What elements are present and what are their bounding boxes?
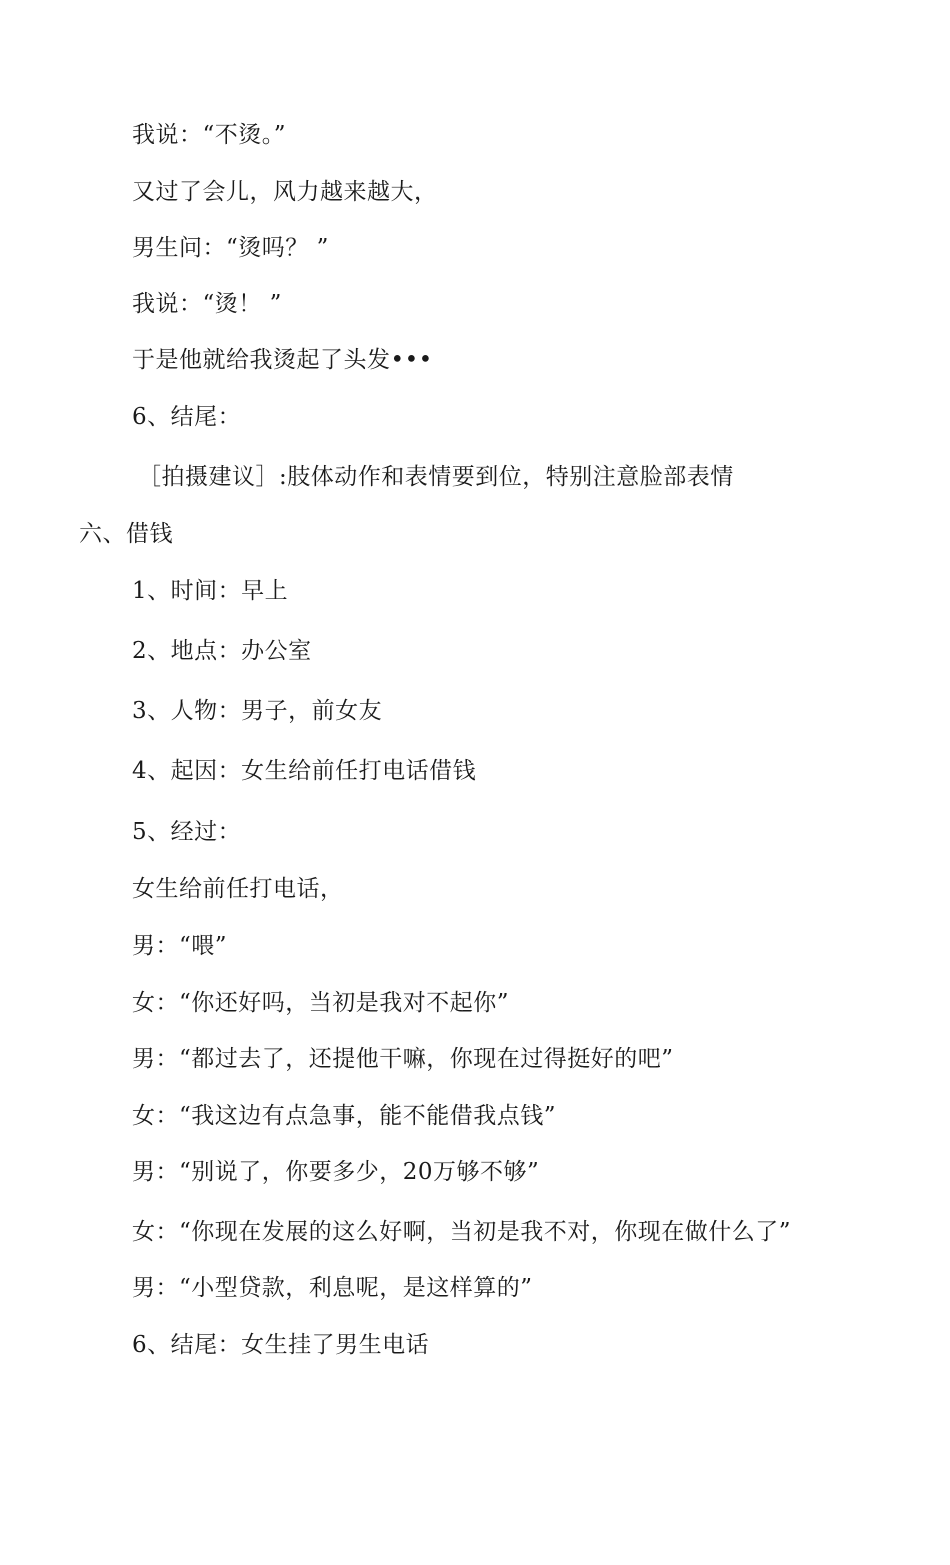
text-line: 于是他就给我烫起了头发••• — [132, 347, 433, 373]
dialogue-line: 女：“你还好吗，当初是我对不起你” — [132, 990, 510, 1016]
shooting-tip-line: ［拍摄建议］:肢体动作和表情要到位，特别注意脸部表情 — [138, 464, 734, 490]
text-line: 6、结尾： — [132, 404, 242, 430]
text-line: 4、起因：女生给前任打电话借钱 — [132, 758, 477, 784]
section-heading: 六、借钱 — [79, 521, 173, 547]
dialogue-line: 男：“喂” — [132, 933, 228, 959]
text-line: 5、经过： — [132, 819, 242, 845]
text-line: 男生问：“烫吗？ ” — [132, 235, 329, 261]
dialogue-line: 男：“别说了，你要多少，20万够不够” — [132, 1159, 540, 1185]
text-line: 又过了会儿，风力越来越大， — [132, 179, 438, 205]
dialogue-line: 男：“小型贷款，利息呢，是这样算的” — [132, 1275, 533, 1301]
dialogue-line: 女：“我这边有点急事，能不能借我点钱” — [132, 1103, 557, 1129]
text-line: 我说：“烫！ ” — [132, 291, 282, 317]
dialogue-line: 女：“你现在发展的这么好啊，当初是我不对，你现在做什么了” — [132, 1219, 792, 1245]
text-line: 我说：“不烫。” — [132, 122, 287, 148]
text-line: 女生给前任打电话， — [132, 876, 344, 902]
dialogue-line: 男：“都过去了，还提他干嘛，你现在过得挺好的吧” — [132, 1046, 674, 1072]
text-line: 6、结尾：女生挂了男生电话 — [132, 1332, 430, 1358]
text-line: 3、人物：男子，前女友 — [132, 698, 383, 724]
text-line: 2、地点：办公室 — [132, 638, 312, 664]
text-line: 1、时间：早上 — [132, 578, 289, 604]
